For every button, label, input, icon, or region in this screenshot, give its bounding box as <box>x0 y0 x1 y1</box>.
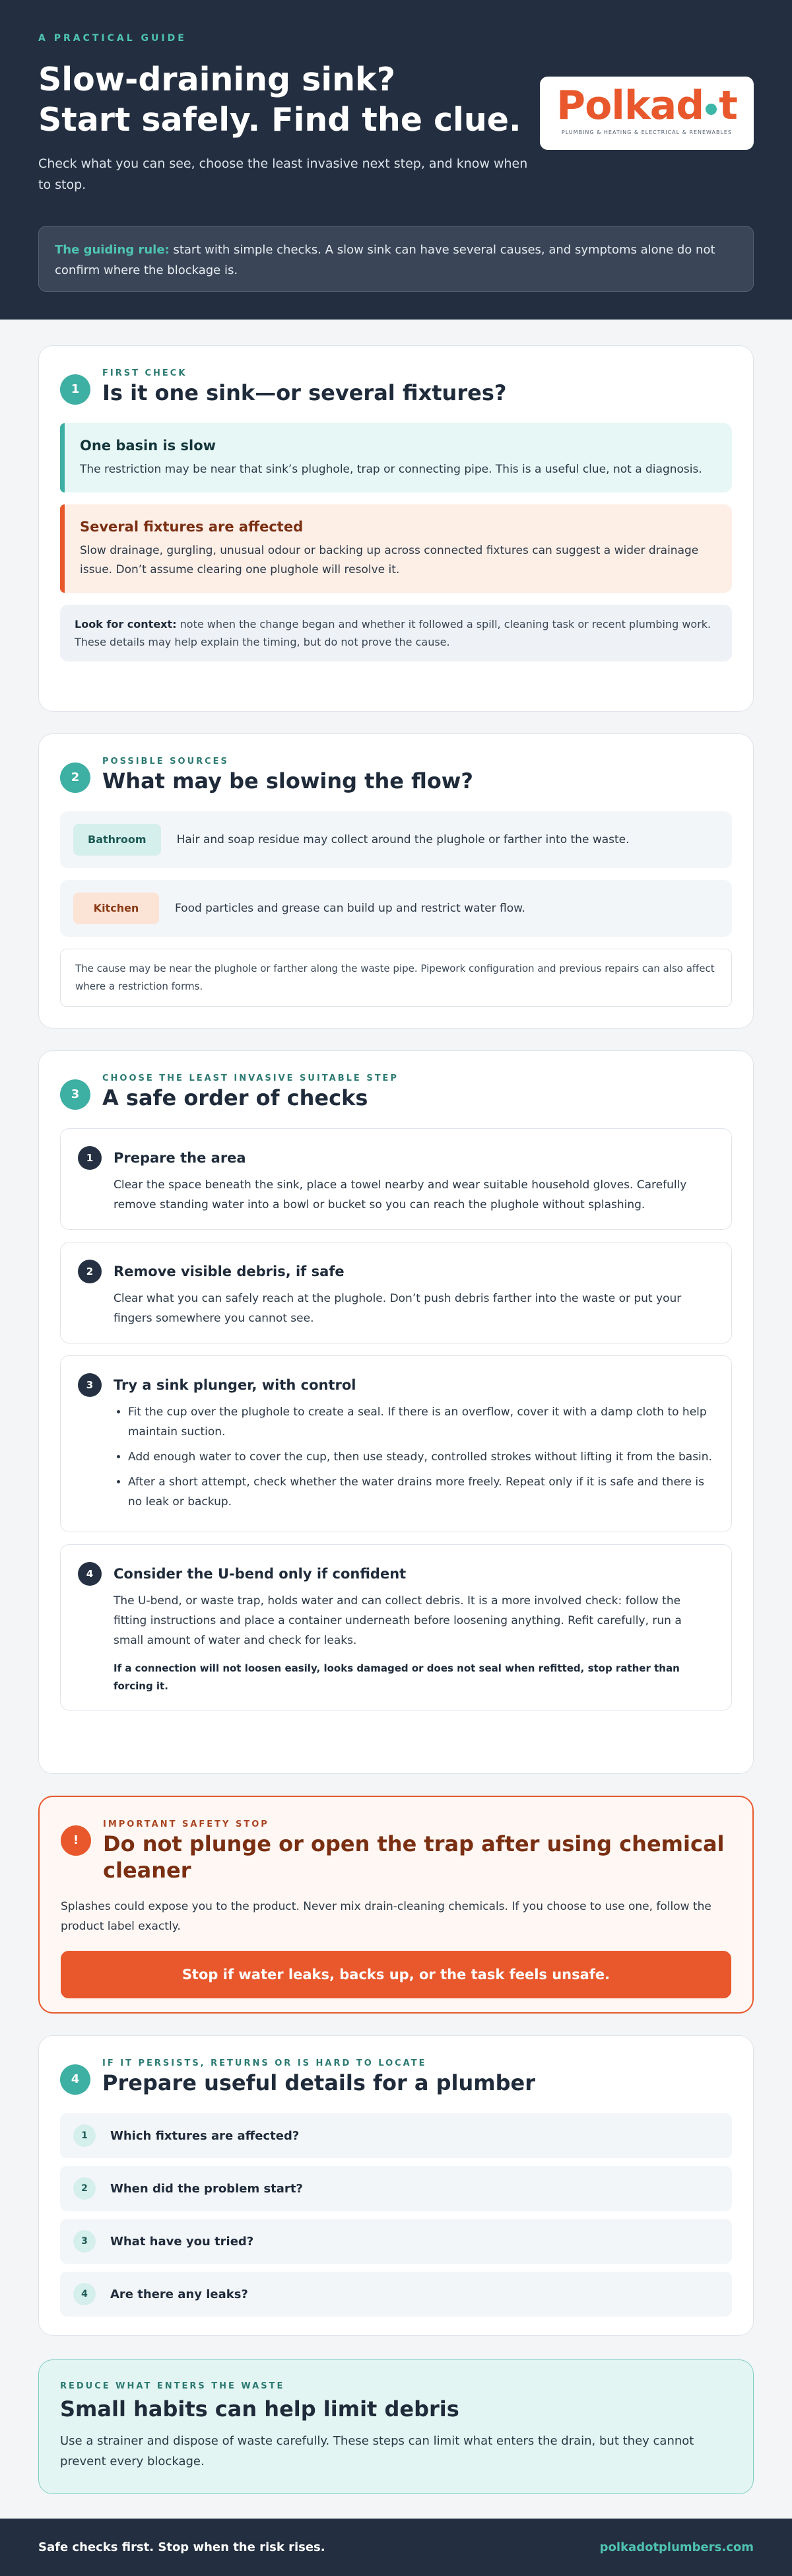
section-first-check <box>38 345 754 712</box>
guiding-rule-box <box>38 226 754 292</box>
callout-title: One basin is slow <box>80 438 216 454</box>
step-number: 4 <box>78 1562 102 1586</box>
step-number: 2 <box>78 1260 102 1283</box>
question-row <box>60 2219 732 2264</box>
question-number: 3 <box>73 2230 96 2253</box>
safety-text: Splashes could expose you to the product. Never mix drain-cleaning chemicals. If you choose to use one, follow the product label exactly. <box>61 1900 711 1933</box>
callout-title: Several fixtures are affected <box>80 519 304 535</box>
logo-dot-icon <box>706 104 717 115</box>
question-row <box>60 2166 732 2211</box>
section-kicker: FIRST CHECK <box>102 368 187 378</box>
source-row-bathroom <box>60 811 732 868</box>
question-number: 1 <box>73 2124 96 2147</box>
logo-tagline: PLUMBING & HEATING & ELECTRICAL & RENEWABLES <box>561 129 733 135</box>
question-number: 2 <box>73 2177 96 2200</box>
section-header <box>60 368 732 406</box>
question-text: What have you tried? <box>110 2234 254 2249</box>
section-kicker: IF IT PERSISTS, RETURNS OR IS HARD TO LOCATE <box>102 2058 427 2068</box>
question-number: 4 <box>73 2283 96 2305</box>
source-row-kitchen <box>60 880 732 937</box>
section-header <box>60 1073 732 1111</box>
habits-text: Use a strainer and dispose of waste carefully. These steps can limit what enters the drain, but they cannot prevent every blockage. <box>60 2434 694 2468</box>
polkadot-logo <box>540 77 754 150</box>
callout-text: Slow drainage, gurgling, unusual odour or backing up across connected fixtures can suggest a wider drainage issue. Don’t assume clearing one plughole will resolve it. <box>80 544 699 576</box>
section-title: What may be slowing the flow? <box>102 768 473 794</box>
context-note <box>60 605 732 661</box>
habits-card <box>38 2359 754 2494</box>
section-number-badge: 4 <box>60 2064 90 2095</box>
callout-one-basin <box>60 423 732 492</box>
question-row <box>60 2113 732 2158</box>
section-number-badge: 1 <box>60 374 90 405</box>
callout-several-fixtures <box>60 504 732 593</box>
section-title: Prepare useful details for a plumber <box>102 2070 535 2095</box>
section-plumber-details <box>38 2035 754 2336</box>
guiding-rule-text: start with simple checks. A slow sink can have several causes, and symptoms alone do not confirm where the blockage is. <box>55 243 715 277</box>
step-title: Try a sink plunger, with control <box>114 1377 356 1393</box>
warning-icon: ! <box>61 1825 91 1856</box>
bullet-item: • Add enough water to cover the cup, then use steady, controlled strokes without lifting it from the basin. <box>128 1447 713 1467</box>
subtitle: Check what you can see, choose the least invasive next step, and know when to stop. <box>38 156 528 192</box>
section-safe-order <box>38 1050 754 1774</box>
section-header <box>61 1819 731 1883</box>
step-text: Clear the space beneath the sink, place a towel nearby and wear suitable household gloves. Carefully remove standing water into a bowl or bucket so you can reach the plughole without splashing. <box>114 1178 687 1211</box>
guiding-rule-label: The guiding rule: <box>55 243 170 257</box>
step-remove-debris <box>60 1242 732 1343</box>
hero-header <box>0 0 792 320</box>
habits-title: Small habits can help limit debris <box>60 2396 459 2422</box>
step-text: The U-bend, or waste trap, holds water and can collect debris. It is a more involved check: follow the fitting instructions and place a container underneath before loosening anything. Refit carefully, run a small amount of water and check for leaks. <box>114 1594 682 1647</box>
section-kicker: CHOOSE THE LEAST INVASIVE SUITABLE STEP <box>102 1073 399 1083</box>
callout-text: The restriction may be near that sink’s plughole, trap or connecting pipe. This is a useful clue, not a diagnosis. <box>80 463 702 476</box>
step-u-bend <box>60 1544 732 1711</box>
step-bullets <box>114 1402 713 1512</box>
section-number-badge: 2 <box>60 763 90 793</box>
question-text: Which fixtures are affected? <box>110 2128 300 2143</box>
section-kicker: POSSIBLE SOURCES <box>102 757 229 766</box>
step-title: Consider the U-bend only if confident <box>114 1566 407 1582</box>
step-plunger <box>60 1355 732 1532</box>
section-header <box>60 757 732 794</box>
footer-website-link[interactable]: polkadotplumbers.com <box>599 2540 754 2554</box>
footer-tagline: Safe checks first. Stop when the risk rises. <box>38 2540 325 2554</box>
section-header <box>60 2058 732 2096</box>
title-line-2: Start safely. Find the clue. <box>38 101 521 139</box>
section-number-badge: 3 <box>60 1079 90 1110</box>
eyebrow: A PRACTICAL GUIDE <box>38 33 187 44</box>
sources-note: The cause may be near the plughole or farther along the waste pipe. Pipework configuration and previous repairs can also affect where a restriction forms. <box>60 949 732 1007</box>
section-title: Do not plunge or open the trap after using chemical cleaner <box>103 1831 725 1883</box>
step-number: 3 <box>78 1373 102 1397</box>
step-title: Prepare the area <box>114 1150 246 1166</box>
page-title <box>38 59 540 140</box>
section-title: A safe order of checks <box>102 1085 368 1110</box>
kitchen-tag: Kitchen <box>73 893 159 924</box>
source-text: Food particles and grease can build up and restrict water flow. <box>175 902 525 915</box>
footer <box>0 2519 792 2576</box>
question-text: Are there any leaks? <box>110 2287 248 2301</box>
question-row <box>60 2272 732 2317</box>
section-title: Is it one sink—or several fixtures? <box>102 380 507 405</box>
bullet-item: • After a short attempt, check whether the water drains more freely. Repeat only if it is safe and there is no leak or backup. <box>128 1472 713 1512</box>
step-number: 1 <box>78 1146 102 1170</box>
stop-banner: Stop if water leaks, backs up, or the task feels unsafe. <box>61 1951 731 1998</box>
section-kicker: IMPORTANT SAFETY STOP <box>103 1819 269 1829</box>
context-text: note when the change began and whether it followed a spill, cleaning task or recent plumbing work. These details may help explain the timing, but do not prove the cause. <box>75 618 711 648</box>
source-text: Hair and soap residue may collect around the plughole or farther into the waste. <box>176 833 630 846</box>
logo-wordmark: Polkad t <box>556 83 737 129</box>
step-title: Remove visible debris, if safe <box>114 1264 345 1279</box>
habits-kicker: REDUCE WHAT ENTERS THE WASTE <box>60 2381 285 2391</box>
step-text: Clear what you can safely reach at the plughole. Don’t push debris farther into the waste or put your fingers somewhere you cannot see. <box>114 1292 682 1325</box>
step-prepare-area <box>60 1128 732 1230</box>
title-line-1: Slow-draining sink? <box>38 61 396 98</box>
bathroom-tag: Bathroom <box>73 824 161 856</box>
section-possible-sources <box>38 733 754 1029</box>
step-warning: If a connection will not loosen easily, looks damaged or does not seal when refitted, stop rather than forcing it. <box>114 1662 680 1692</box>
safety-stop-card <box>38 1796 754 2014</box>
question-text: When did the problem start? <box>110 2181 303 2196</box>
bullet-item: • Fit the cup over the plughole to create a seal. If there is an overflow, cover it with a damp cloth to help maintain suction. <box>128 1402 713 1442</box>
context-label: Look for context: <box>75 618 177 630</box>
